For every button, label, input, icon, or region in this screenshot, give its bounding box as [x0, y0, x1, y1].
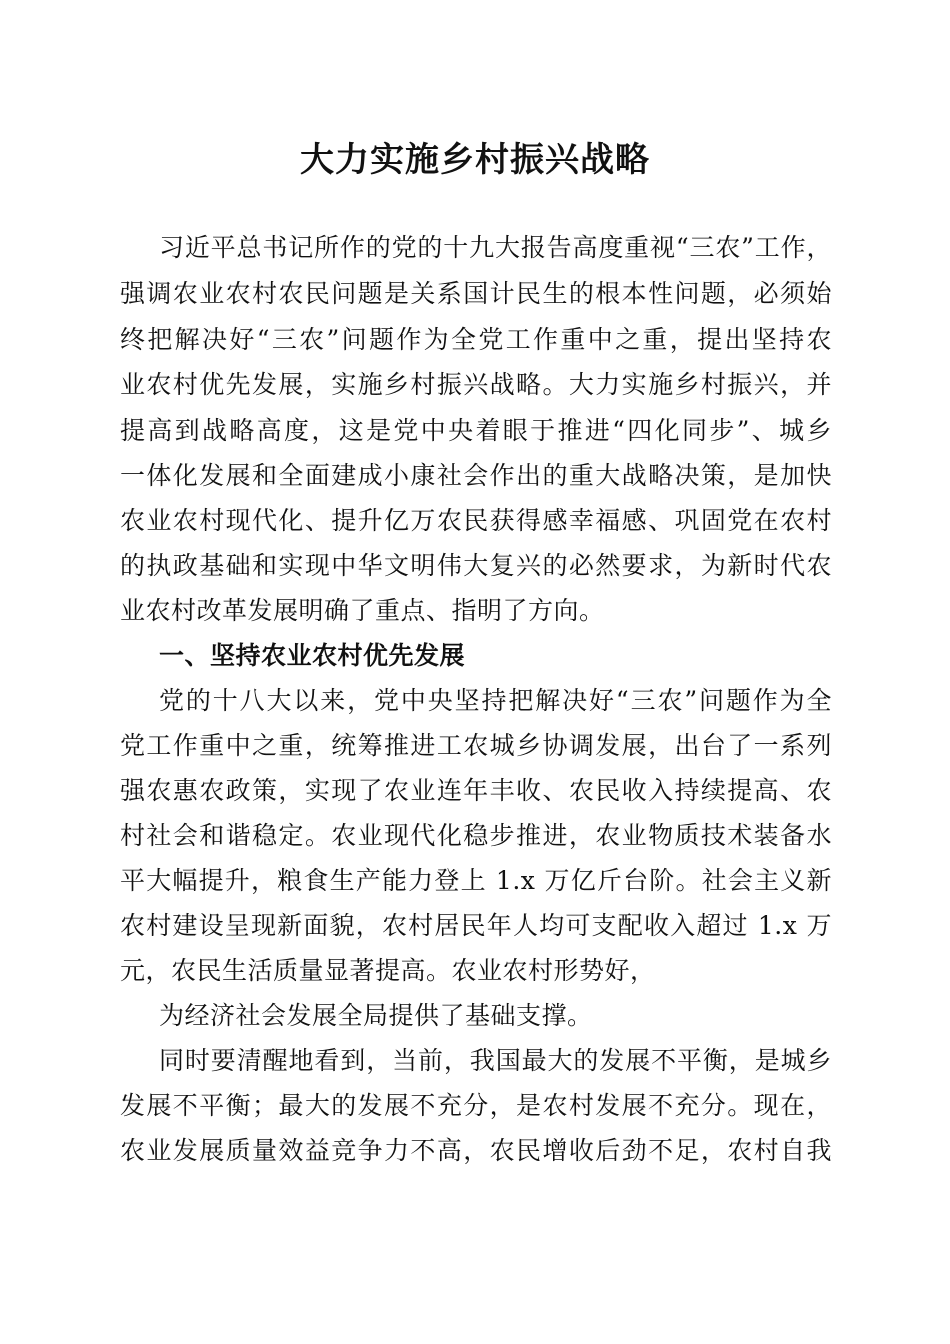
section-heading-1: 一、坚持农业农村优先发展 [159, 641, 466, 670]
paragraph-3-line-1: 为经济社会发展全局提供了基础支撑。 [159, 1001, 593, 1030]
paragraph-2-line-6: 农村建设呈现新面貌，农村居民年人均可支配收入超过 1.x 万 [120, 911, 832, 940]
paragraph-1-line-6: 一体化发展和全面建成小康社会作出的重大战略决策，是加快 [120, 461, 832, 490]
paragraph-2-line-3: 强农惠农政策，实现了农业连年丰收、农民收入持续提高、农 [120, 776, 832, 805]
paragraph-1-line-3: 终把解决好“三农”问题作为全党工作重中之重，提出坚持农 [120, 325, 832, 354]
paragraph-4-line-2: 发展不平衡；最大的发展不充分，是农村发展不充分。现在， [120, 1091, 832, 1120]
paragraph-2-line-4: 村社会和谐稳定。农业现代化稳步推进，农业物质技术装备水 [120, 821, 832, 850]
paragraph-1-line-4: 业农村优先发展，实施乡村振兴战略。大力实施乡村振兴，并 [120, 370, 832, 399]
paragraph-2-line-2: 党工作重中之重，统筹推进工农城乡协调发展，出台了一系列 [120, 731, 832, 760]
paragraph-1-line-5: 提高到战略高度，这是党中央着眼于推进“四化同步”、城乡 [120, 416, 832, 445]
paragraph-1-line-2: 强调农业农村农民问题是关系国计民生的根本性问题，必须始 [120, 279, 832, 308]
paragraph-4-line-1: 同时要清醒地看到，当前，我国最大的发展不平衡，是城乡 [159, 1046, 832, 1075]
paragraph-1-line-1: 习近平总书记所作的党的十九大报告高度重视“三农”工作， [159, 233, 832, 262]
paragraph-1-line-8: 的执政基础和实现中华文明伟大复兴的必然要求，为新时代农 [120, 551, 832, 580]
paragraph-1-line-7: 农业农村现代化、提升亿万农民获得感幸福感、巩固党在农村 [120, 506, 832, 535]
paragraph-2-line-5: 平大幅提升，粮食生产能力登上 1.x 万亿斤台阶。社会主义新 [120, 866, 832, 895]
paragraph-2-line-7: 元，农民生活质量显著提高。农业农村形势好， [120, 956, 656, 985]
paragraph-2-line-1: 党的十八大以来，党中央坚持把解决好“三农”问题作为全 [159, 686, 832, 715]
paragraph-4-line-3: 农业发展质量效益竞争力不高，农民增收后劲不足，农村自我 [120, 1136, 832, 1165]
document-title: 大力实施乡村振兴战略 [300, 140, 650, 180]
paragraph-1-line-9: 业农村改革发展明确了重点、指明了方向。 [120, 596, 605, 625]
